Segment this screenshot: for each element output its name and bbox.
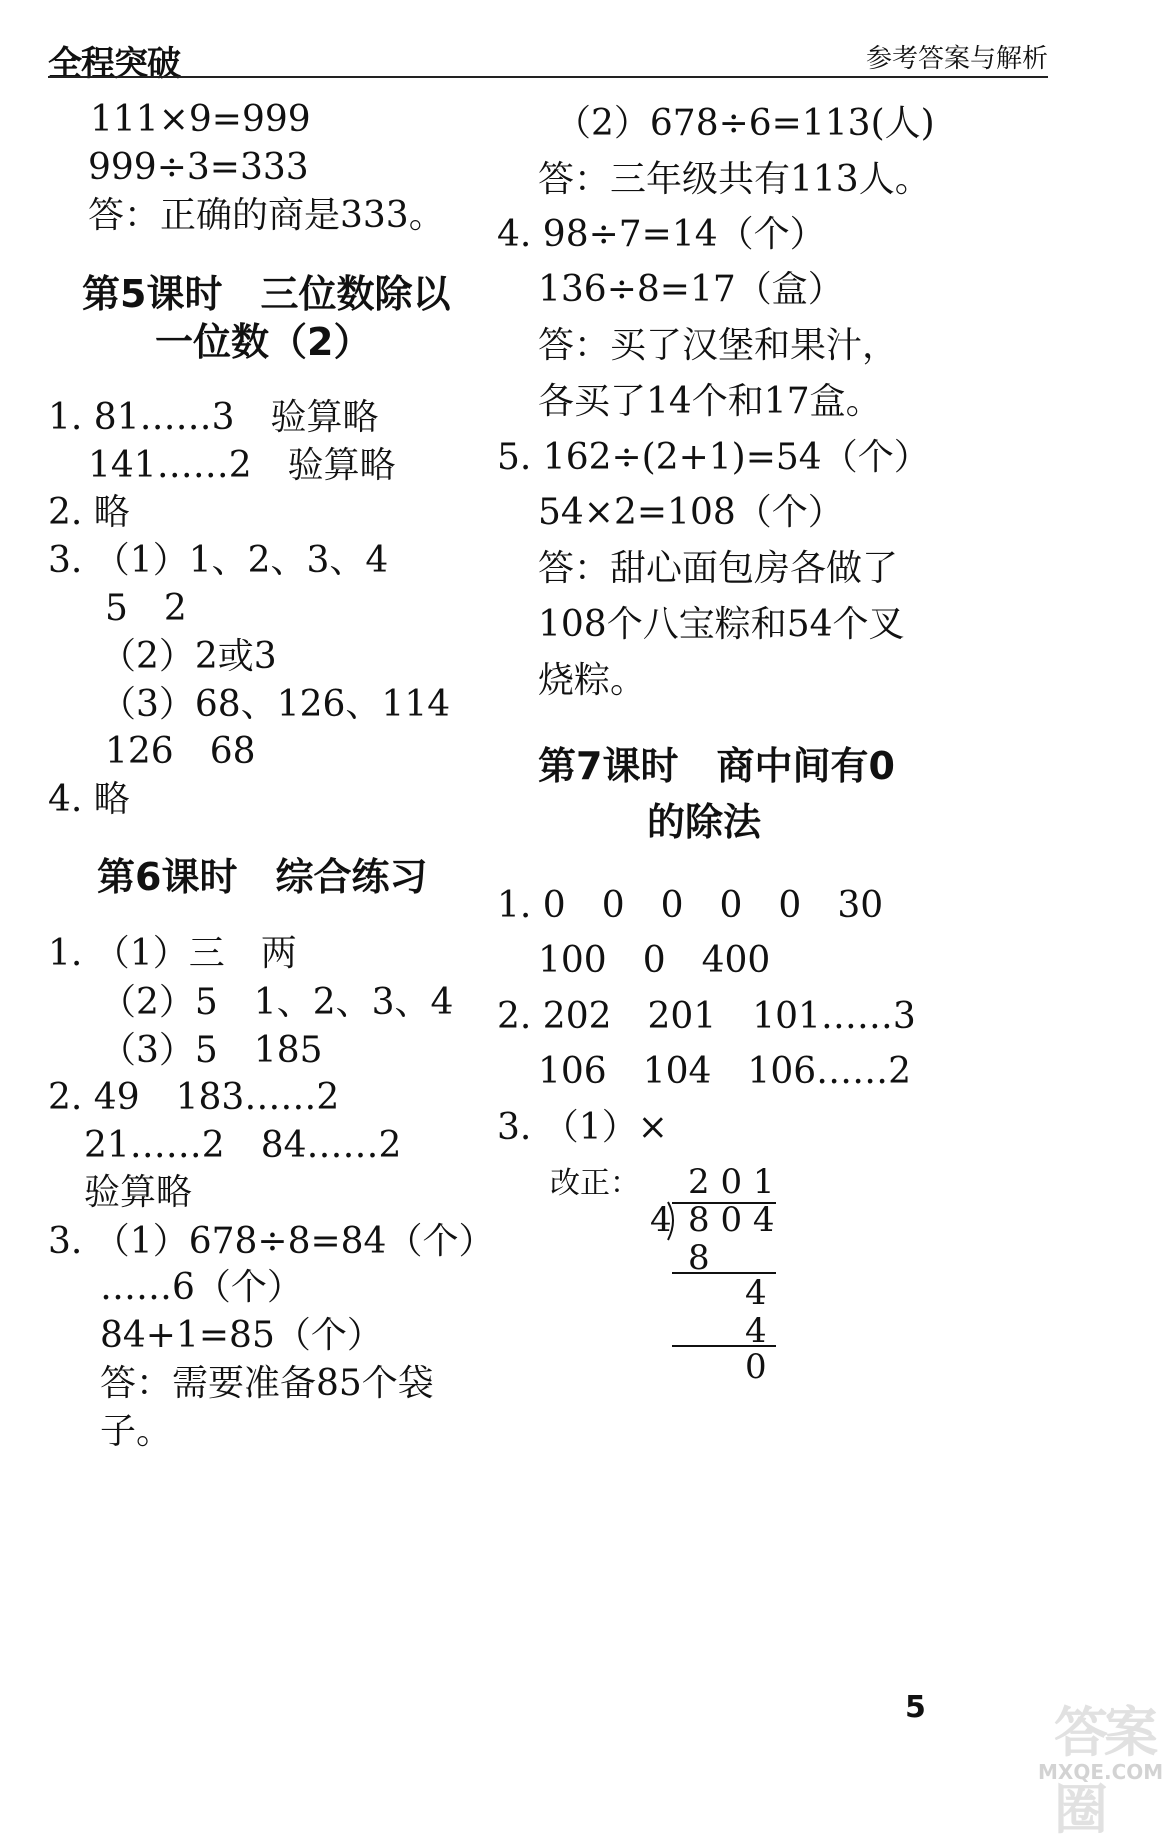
answer-line: 3. （1）678÷8=84（个） [48, 1221, 495, 1262]
answer-line: 1. 81……3 验算略 [48, 397, 379, 438]
answer-line: 2. 略 [48, 492, 130, 533]
watermark-url: MXQE.COM [1038, 1760, 1164, 1784]
answer-line: （2）2或3 [100, 636, 277, 677]
subtract-step: 4 [745, 1311, 767, 1351]
answer-line: 21……2 84……2 [84, 1125, 402, 1166]
dividend: 8 0 4 [688, 1200, 775, 1240]
section-title: 第7课时 商中间有0 [538, 744, 895, 788]
answer-line: 136÷8=17（盒） [538, 269, 844, 310]
answer-line: （3）68、126、114 [100, 684, 451, 725]
watermark [1030, 1690, 1165, 1841]
answer-line: 子。 [100, 1411, 173, 1452]
remainder: 0 [745, 1347, 767, 1387]
answer-line: （2）678÷6=113(人) [555, 103, 935, 144]
section-title: 第5课时 三位数除以 [82, 272, 451, 316]
answer-line: 答：甜心面包房各做了 [538, 548, 899, 589]
answer-line: 54×2=108（个） [538, 492, 844, 533]
watermark-logo: 答案圈 [1054, 1701, 1154, 1841]
section-title: 第6课时 综合练习 [97, 855, 428, 899]
header-rule [48, 76, 1048, 78]
answer-line: 答：三年级共有113人。 [538, 159, 931, 200]
answer-line: 3. （1）× [497, 1107, 668, 1148]
page-header [48, 28, 1048, 84]
answer-line: 验算略 [84, 1172, 193, 1213]
correction-label: 改正： [550, 1166, 640, 1201]
subtract-step: 8 [688, 1238, 710, 1278]
section-title: 一位数（2） [155, 320, 372, 364]
answer-line: 1. 0 0 0 0 0 30 [497, 885, 884, 926]
answer-line: 5. 162÷(2+1)=54（个） [497, 437, 930, 478]
answer-line: 126 68 [105, 731, 256, 772]
answer-line: ……6（个） [100, 1267, 303, 1308]
division-bracket [666, 1200, 680, 1242]
answer-line: 100 0 400 [538, 940, 771, 981]
divisor: 4 [650, 1200, 672, 1240]
brand-logo: 全程突破 [48, 44, 180, 84]
text-line: 999÷3=333 [88, 147, 309, 188]
text-line: 111×9=999 [90, 99, 311, 140]
answer-line: 烧粽。 [538, 660, 647, 701]
answer-line: 108个八宝粽和54个叉 [538, 604, 905, 645]
answer-line: 1. （1）三 两 [48, 933, 297, 974]
answer-line: 3. （1）1、2、3、4 [48, 540, 389, 581]
header-title: 参考答案与解析 [865, 44, 1048, 74]
answer-line: 4. 98÷7=14（个） [497, 214, 826, 255]
answer-line: 5 2 [105, 588, 187, 629]
answer-line: （3）5 185 [100, 1030, 323, 1071]
answer-line: 答：需要准备85个袋 [100, 1363, 434, 1404]
answer-line: 141……2 验算略 [88, 445, 396, 486]
answer-line: 2. 202 201 101……3 [497, 996, 916, 1037]
section-title: 的除法 [647, 800, 762, 844]
answer-line: 4. 略 [48, 779, 130, 820]
quotient: 2 0 1 [688, 1162, 775, 1202]
answer-line: 2. 49 183……2 [48, 1077, 340, 1118]
answer-line: 答：买了汉堡和果汁， [538, 325, 899, 366]
answer-line: 106 104 106……2 [538, 1051, 912, 1092]
answer-line: 各买了14个和17盒。 [538, 381, 882, 422]
subtract-step: 4 [745, 1273, 767, 1313]
answer-line: （2）5 1、2、3、4 [100, 982, 454, 1023]
text-line: 答：正确的商是333。 [88, 195, 445, 236]
page-number: 5 [905, 1690, 926, 1725]
answer-line: 84+1=85（个） [100, 1315, 383, 1356]
